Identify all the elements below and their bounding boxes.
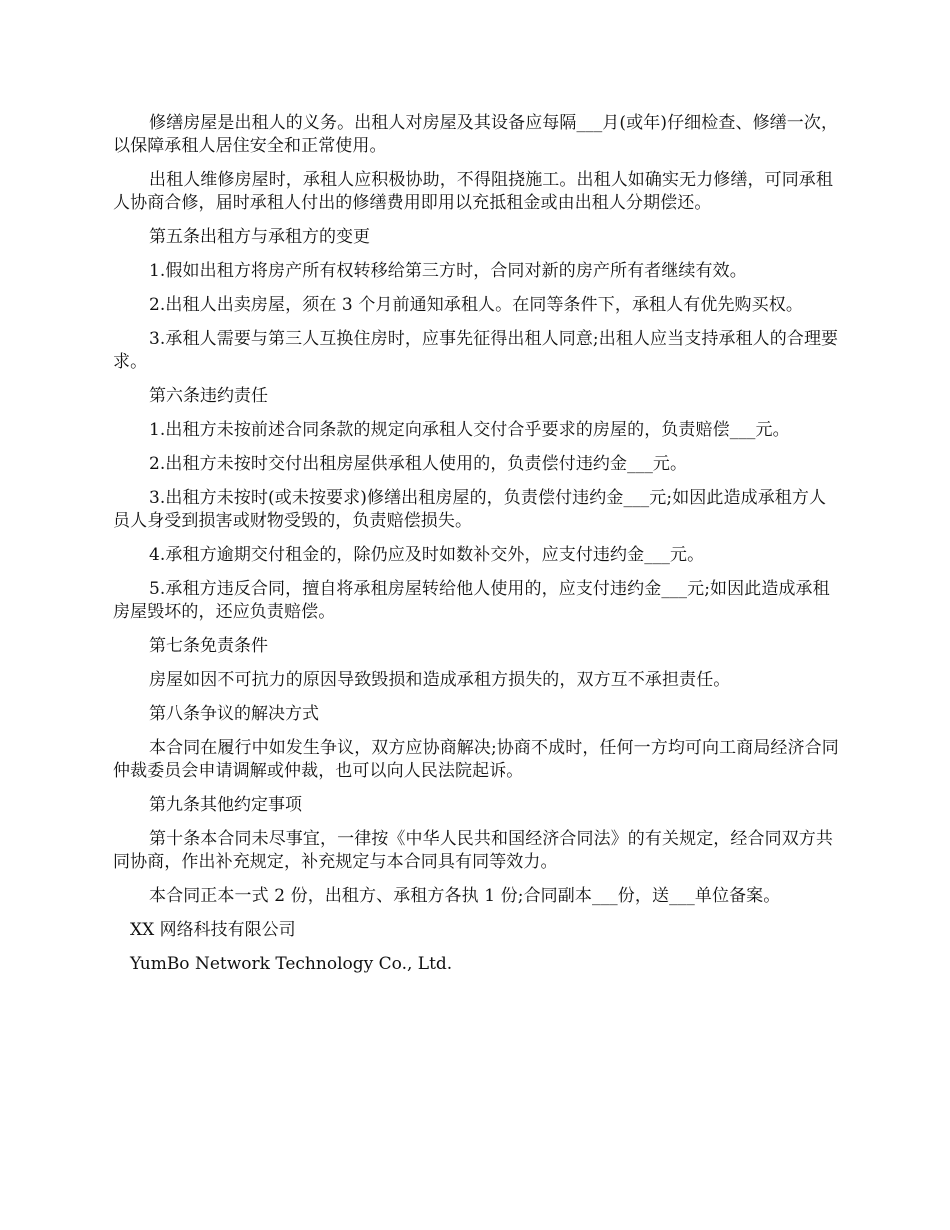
document-body [113, 112, 843, 987]
article-6-item-4: 4.承租方逾期交付租金的，除仍应及时如数补交外，应支付违约金___元。 [149, 545, 705, 565]
article-10-paragraph: 第十条本合同未尽事宜，一律按《中华人民共和国经济合同法》的有关规定，经合同双方共同协商，作出补充规定，补充规定与本合同具有同等效力。 [113, 829, 833, 872]
article-8-heading: 第八条争议的解决方式 [149, 704, 319, 724]
article-7-heading: 第七条免责条件 [149, 636, 268, 656]
article-5-item-2: 2.出租人出卖房屋，须在 3 个月前通知承租人。在同等条件下，承租人有优先购买权。 [149, 295, 803, 315]
article-5-heading: 第五条出租方与承租方的变更 [149, 227, 370, 247]
article-8-paragraph: 本合同在履行中如发生争议，双方应协商解决;协商不成时，任何一方均可向工商局经济合同仲裁委员会申请调解或仲裁，也可以向人民法院起诉。 [113, 738, 839, 781]
article-5-item-1: 1.假如出租方将房产所有权转移给第三方时，合同对新的房产所有者继续有效。 [149, 261, 747, 281]
repair-obligation-paragraph: 修缮房屋是出租人的义务。出租人对房屋及其设备应每隔___月(或年)仔细检查、修缮一次，以保障承租人居住安全和正常使用。 [113, 113, 839, 156]
article-6-item-2: 2.出租方未按时交付出租房屋供承租人使用的，负责偿付违约金___元。 [149, 454, 688, 474]
repair-cooperation-paragraph: 出租人维修房屋时，承租人应积极协助，不得阻挠施工。出租人如确实无力修缮，可同承租人协商合修，届时承租人付出的修缮费用即用以充抵租金或由出租人分期偿还。 [113, 170, 833, 213]
article-7-paragraph: 房屋如因不可抗力的原因导致毁损和造成承租方损失的，双方互不承担责任。 [149, 670, 731, 690]
company-name-cn: XX 网络科技有限公司 [130, 920, 296, 940]
article-6-item-5: 5.承租方违反合同，擅自将承租房屋转给他人使用的，应支付违约金___元;如因此造成承租房屋毁坏的，还应负责赔偿。 [113, 579, 830, 622]
company-name-en: YumBo Network Technology Co., Ltd. [130, 954, 453, 974]
article-6-item-1: 1.出租方未按前述合同条款的规定向承租人交付合乎要求的房屋的，负责赔偿___元。 [149, 420, 790, 440]
article-6-heading: 第六条违约责任 [149, 386, 268, 406]
article-9-heading: 第九条其他约定事项 [149, 795, 302, 815]
article-5-item-3: 3.承租人需要与第三人互换住房时，应事先征得出租人同意;出租人应当支持承租人的合理要求。 [113, 329, 839, 372]
copies-paragraph: 本合同正本一式 2 份，出租方、承租方各执 1 份;合同副本___份，送___单位备案。 [149, 886, 781, 906]
article-6-item-3: 3.出租方未按时(或未按要求)修缮出租房屋的，负责偿付违约金___元;如因此造成承租方人员人身受到损害或财物受毁的，负责赔偿损失。 [113, 488, 827, 531]
